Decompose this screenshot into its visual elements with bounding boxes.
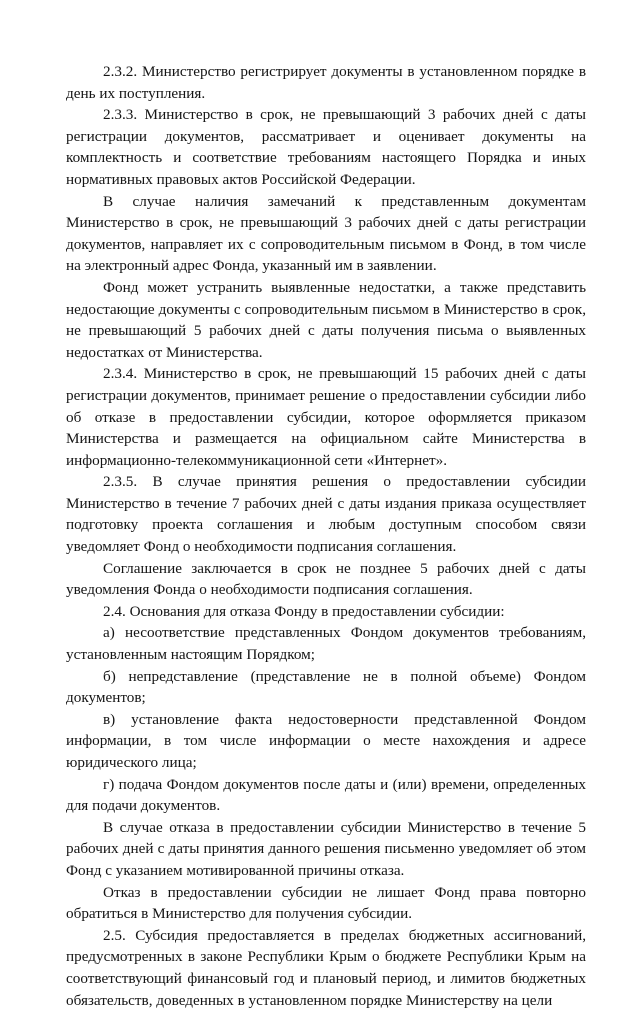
paragraph-remarks: В случае наличия замечаний к представленным документам Министерство в срок, не превышающий 3 рабочих дней с даты регистрации документов, направляет их с сопроводительным письмом в Фонд, в том числе на электронный адрес Фонда, указанный им в заявлении. xyxy=(66,192,586,275)
paragraph-2-3-4: 2.3.4. Министерство в срок, не превышающий 15 рабочих дней с даты регистрации документов, принимает решение о предоставлении субсидии либо об отказе в предоставлении субсидии, которое оформляется приказом Министерства и размещается на официальном сайте Министерства в информационно-телекоммуникационной сети «Интернет». xyxy=(66,365,586,469)
paragraph-agreement: Соглашение заключается в срок не позднее 5 рабочих дней с даты уведомления Фонда о необходимости подписания соглашения. xyxy=(66,559,586,599)
paragraph-2-3-2: 2.3.2. Министерство регистрирует документы в установленном порядке в день их поступления. xyxy=(66,63,586,102)
paragraph-2-3-5: 2.3.5. В случае принятия решения о предоставлении субсидии Министерство в течение 7 рабочих дней с даты издания приказа осуществляет подготовку проекта соглашения и любым доступным способом связи уведомляет Фонд о необходимости подписания соглашения. xyxy=(66,473,586,556)
list-item-v: в) установление факта недостоверности представленной Фондом информации, в том числе информации о месте нахождения и адресе юридического лица; xyxy=(66,710,586,771)
list-item-g: г) подача Фондом документов после даты и (или) времени, определенных для подачи документов. xyxy=(66,775,586,815)
paragraph-refusal-notice: В случае отказа в предоставлении субсидии Министерство в течение 5 рабочих дней с даты принятия данного решения письменно уведомляет об этом Фонд с указанием мотивированной причины отказа. xyxy=(66,818,586,879)
list-item-a: а) несоответствие представленных Фондом документов требованиям, установленным настоящим Порядком; xyxy=(66,624,586,664)
paragraph-refusal-rights: Отказ в предоставлении субсидии не лишает Фонд права повторно обратиться в Министерство для получения субсидии. xyxy=(66,883,586,923)
list-item-b: б) непредставление (представление не в полной объеме) Фондом документов; xyxy=(66,667,586,707)
paragraph-2-4-heading: 2.4. Основания для отказа Фонду в предоставлении субсидии: xyxy=(103,602,505,620)
document-page xyxy=(66,61,586,1011)
paragraph-2-5: 2.5. Субсидия предоставляется в пределах бюджетных ассигнований, предусмотренных в законе Республики Крым о бюджете Республики Крым на соответствующий финансовый год и плановый период, и лимитов бюджетных обязательств, доведенных в установленном порядке Министерству на цели xyxy=(66,926,586,1009)
paragraph-2-3-3: 2.3.3. Министерство в срок, не превышающий 3 рабочих дней с даты регистрации документов, рассматривает и оценивает документы на комплектность и соответствие требованиям настоящего Порядка и иных нормативных правовых актов Российской Федерации. xyxy=(66,106,586,188)
paragraph-fund-correction: Фонд может устранить выявленные недостатки, а также представить недостающие документы с сопроводительным письмом в Министерство в срок, не превышающий 5 рабочих дней с даты получения письма о выявленных недостатках от Министерства. xyxy=(66,278,586,361)
